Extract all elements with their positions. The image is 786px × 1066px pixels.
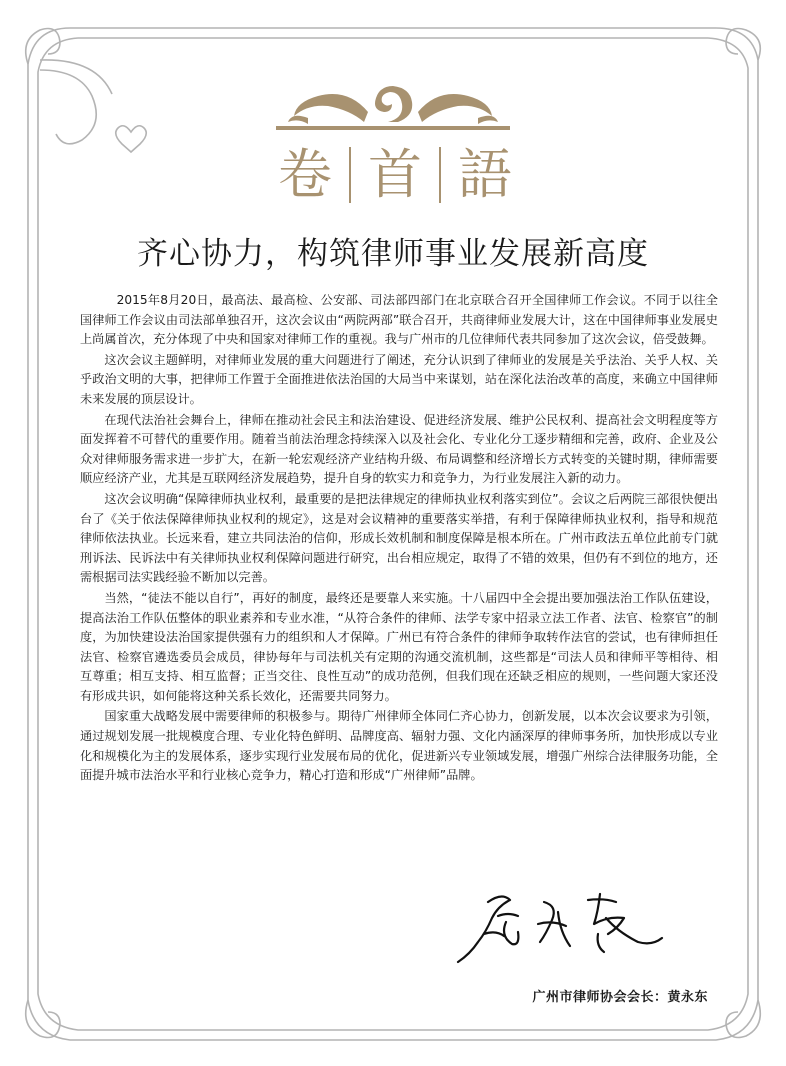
paragraph: 在现代法治社会舞台上，律师在推动社会民主和法治建设、促进经济发展、维护公民权利、提高社会文明程度等方面发挥着不可替代的重要作用。随着当前法治理念持续深入以及社会化、专业化分工逐步精细和完善，政府、企业及公众对律师服务需求进一步扩大，在新一轮宏观经济产业结构升级、布局调整和经济增长方式转变的关键时期，律师需要顺应经济产业，尤其是互联网经济发展趋势，提升自身的软实力和竞争力，为行业发展注入新的动力。: [80, 412, 718, 486]
signature-mark: [448, 872, 678, 972]
ornament-scroll-icon: [268, 82, 518, 138]
header-divider: [349, 147, 351, 203]
header-char-1: 卷: [278, 143, 332, 206]
paragraph: 当然，“徒法不能以自行”，再好的制度，最终还是要靠人来实施。十八届四中全会提出要加强法治工作队伍建设，提高法治工作队伍整体的职业素养和专业水准，“从符合条件的律师、法学专家中招录立法工作者、法官、检察官”的制度，为加快建设法治国家提供强有力的组织和人才保障。广州已有符合条件的律师争取转作法官的尝试，也有律师担任法官、检察官遴选委员会成员，律协每年与司法机关有定期的沟通交流机制，这些都是“司法人员和律师平等相待、相互尊重；相互支持、相互监督；正当交往、良性互动”的成功范例，但我们现在还缺乏相应的规则，一些问题大家还没有形成共识，如何能将这种关系长效化，还需要共同努力。: [80, 590, 718, 703]
signature-caption: 广州市律师协会会长：黄永东: [532, 990, 708, 1005]
header-divider: [439, 147, 441, 203]
paragraph: 国家重大战略发展中需要律师的积极参与。期待广州律师全体同仁齐心协力，创新发展，以本次会议要求为引领，通过规划发展一批规模度合理、专业化特色鲜明、品牌度高、辐射力强、文化内涵深厚的律师事务所，加快形成以专业化和规模化为主的发展体系，逐步实现行业发展布局的优化，促进新兴专业领域发展，增强广州综合法律服务功能，全面提升城市法治水平和行业核心竞争力，精心打造和形成“广州律师”品牌。: [80, 709, 718, 783]
header-char-2: 首: [368, 143, 422, 206]
page-header: [270, 140, 520, 210]
article-headline: 齐心协力，构筑律师事业发展新高度: [137, 236, 649, 272]
article-body: [80, 291, 718, 787]
heart-icon: [116, 126, 147, 152]
paragraph: 2015年8月20日，最高法、最高检、公安部、司法部四部门在北京联合召开全国律师工作会议。不同于以往全国律师工作会议由司法部单独召开，这次会议由“两院两部”联合召开，共商律师业发展大计，这在中国律师事业发展史上尚属首次，充分体现了中央和国家对律师工作的重视。我与广州市的几位律师代表共同参加了这次会议，倍受鼓舞。: [80, 293, 718, 347]
paragraph: 这次会议明确“保障律师执业权利，最重要的是把法律规定的律师执业权利落实到位”。会议之后两院三部很快便出台了《关于依法保障律师执业权利的规定》，这是对会议精神的重要落实举措，有利于保障律师执业权利，指导和规范律师依法执业。长远来看，建立共同法治的信仰，形成长效机制和制度保障是根本所在。广州市政法五单位此前专门就刑诉法、民诉法中有关律师执业权利保障问题进行研究，出台相应规定，取得了不错的效果，但仍有不到位的地方，还需根据司法实践经验不断加以完善。: [80, 491, 718, 585]
paragraph: 这次会议主题鲜明，对律师业发展的重大问题进行了阐述，充分认识到了律师业的发展是关乎法治、关乎人权、关乎政治文明的大事，把律师工作置于全面推进依法治国的大局当中来谋划，站在深化法治改革的高度，来确立中国律师未来发展的顶层设计。: [80, 352, 718, 406]
header-char-3: 語: [458, 143, 512, 206]
